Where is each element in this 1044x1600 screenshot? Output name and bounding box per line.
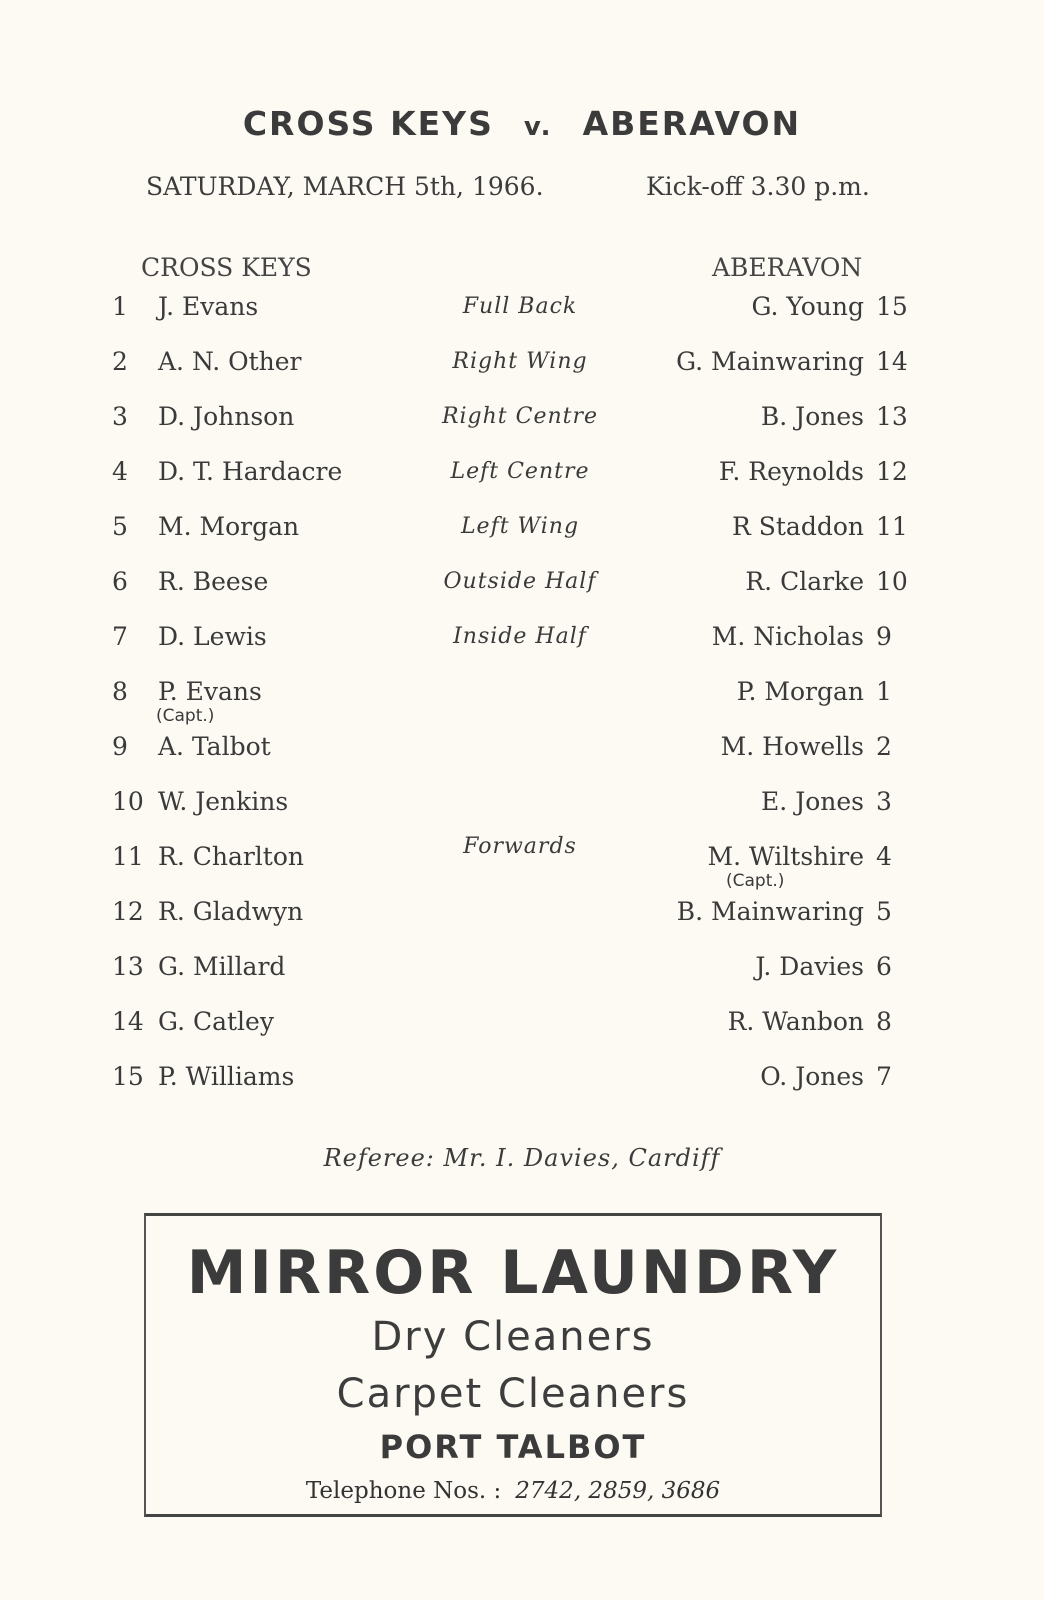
match-date: SATURDAY, MARCH 5th, 1966.	[146, 172, 544, 201]
home-player-name: A. Talbot	[158, 732, 271, 761]
position-label: Right Wing	[452, 349, 588, 374]
away-player-number: 6	[876, 952, 892, 981]
home-player-name: A. N. Other	[158, 347, 302, 376]
home-captain-label: (Capt.)	[156, 706, 215, 726]
versus-label: v.	[523, 112, 553, 142]
home-player-number: 13	[112, 952, 144, 981]
home-player-name: R. Beese	[158, 567, 269, 596]
phone-numbers: 2742, 2859, 3686	[515, 1478, 721, 1504]
lineup-row	[0, 897, 1044, 937]
home-player-name: D. Lewis	[158, 622, 267, 651]
lineup-row	[0, 787, 1044, 827]
away-player-name: B. Mainwaring	[676, 897, 864, 926]
advert-line-1: Dry Cleaners	[371, 1314, 655, 1360]
referee-line: Referee: Mr. I. Davies, Cardiff	[323, 1144, 721, 1172]
lineup-row	[0, 952, 1044, 992]
home-player-number: 5	[112, 512, 128, 541]
home-player-number: 1	[112, 292, 128, 321]
position-label: Left Centre	[450, 459, 590, 484]
away-player-number: 10	[876, 567, 908, 596]
home-player-name: G. Catley	[158, 1007, 274, 1036]
away-player-name: E. Jones	[761, 787, 864, 816]
advert-title: MIRROR LAUNDRY	[186, 1238, 840, 1308]
away-player-number: 8	[876, 1007, 892, 1036]
away-player-number: 4	[876, 842, 892, 871]
away-player-name: M. Howells	[720, 732, 864, 761]
away-player-number: 9	[876, 622, 892, 651]
kickoff-time: Kick-off 3.30 p.m.	[646, 172, 870, 201]
position-label: Outside Half	[443, 569, 597, 594]
lineup-row	[0, 1062, 1044, 1102]
away-team-title: ABERAVON	[582, 104, 802, 143]
away-player-name: M. Nicholas	[711, 622, 864, 651]
away-player-number: 7	[876, 1062, 892, 1091]
forwards-label: Forwards	[463, 834, 577, 859]
away-player-name: R Staddon	[731, 512, 864, 541]
phone-label: Telephone Nos. :	[305, 1478, 502, 1504]
away-player-name: G. Young	[751, 292, 864, 321]
away-player-name: B. Jones	[760, 402, 864, 431]
away-player-number: 11	[876, 512, 908, 541]
away-captain-label: (Capt.)	[726, 871, 785, 891]
lineup-row	[0, 567, 1044, 607]
away-player-name: J. Davies	[755, 952, 864, 981]
home-player-name: R. Gladwyn	[158, 897, 304, 926]
lineup-row	[0, 622, 1044, 662]
home-player-number: 11	[112, 842, 144, 871]
away-team-heading: ABERAVON	[712, 253, 863, 282]
away-player-name: R. Clarke	[745, 567, 864, 596]
lineup-row	[0, 512, 1044, 552]
home-player-name: D. T. Hardacre	[158, 457, 343, 486]
away-player-name: G. Mainwaring	[676, 347, 864, 376]
away-player-number: 14	[876, 347, 908, 376]
home-player-number: 10	[112, 787, 144, 816]
home-player-name: M. Morgan	[158, 512, 300, 541]
lineup-row	[0, 292, 1044, 332]
away-player-name: P. Morgan	[736, 677, 864, 706]
position-label: Left Wing	[460, 514, 580, 539]
home-player-number: 12	[112, 897, 144, 926]
away-player-number: 15	[876, 292, 908, 321]
lineup-row	[0, 402, 1044, 442]
away-player-number: 3	[876, 787, 892, 816]
advert-place: PORT TALBOT	[379, 1428, 647, 1466]
home-player-name: J. Evans	[158, 292, 259, 321]
home-player-name: W. Jenkins	[158, 787, 289, 816]
home-player-number: 14	[112, 1007, 144, 1036]
home-player-number: 3	[112, 402, 128, 431]
away-player-number: 13	[876, 402, 908, 431]
home-player-number: 4	[112, 457, 128, 486]
away-player-number: 2	[876, 732, 892, 761]
home-player-name: R. Charlton	[158, 842, 304, 871]
home-player-number: 15	[112, 1062, 144, 1091]
lineup-row	[0, 1007, 1044, 1047]
advert-line-2: Carpet Cleaners	[336, 1371, 690, 1417]
home-player-number: 8	[112, 677, 128, 706]
away-player-name: O. Jones	[760, 1062, 864, 1091]
home-player-name: P. Williams	[158, 1062, 295, 1091]
advert-box	[144, 1213, 882, 1517]
away-player-name: M. Wiltshire	[707, 842, 864, 871]
home-team-title: CROSS KEYS	[242, 104, 494, 143]
away-player-name: F. Reynolds	[718, 457, 864, 486]
match-title	[0, 104, 1044, 143]
position-label: Right Centre	[441, 404, 599, 429]
away-player-number: 5	[876, 897, 892, 926]
advert-phone	[146, 1478, 880, 1504]
home-player-name: P. Evans	[158, 677, 262, 706]
away-player-number: 12	[876, 457, 908, 486]
home-player-number: 2	[112, 347, 128, 376]
home-player-name: D. Johnson	[158, 402, 295, 431]
away-player-number: 1	[876, 677, 892, 706]
home-player-number: 6	[112, 567, 128, 596]
home-player-number: 7	[112, 622, 128, 651]
home-player-number: 9	[112, 732, 128, 761]
lineup-row	[0, 732, 1044, 772]
lineup-row	[0, 457, 1044, 497]
position-label: Full Back	[462, 294, 578, 319]
lineup-row	[0, 347, 1044, 387]
home-player-name: G. Millard	[158, 952, 286, 981]
home-team-heading: CROSS KEYS	[141, 253, 312, 282]
position-label: Inside Half	[453, 624, 587, 649]
away-player-name: R. Wanbon	[727, 1007, 864, 1036]
